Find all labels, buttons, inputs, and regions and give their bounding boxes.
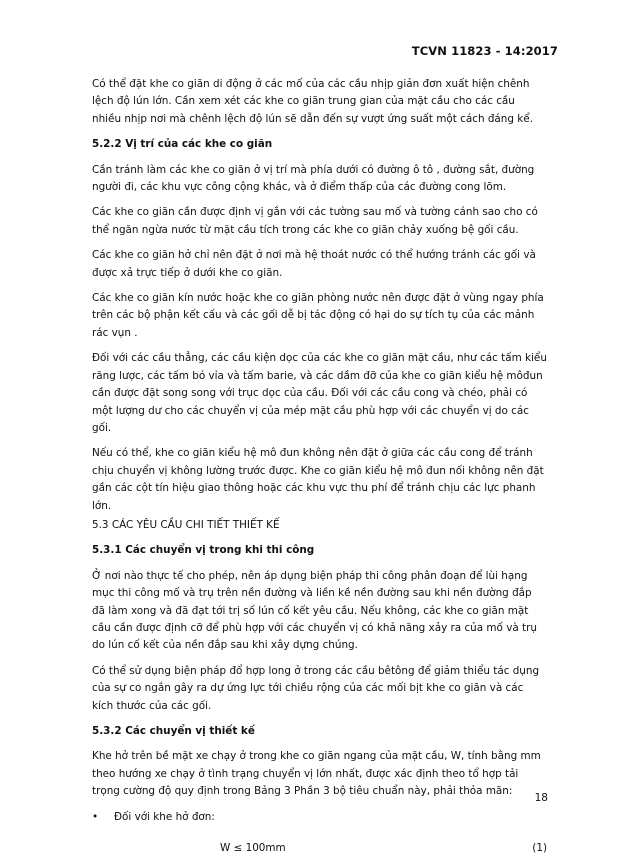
paragraph: Cần tránh làm các khe co giãn ở vị trí mà phía dưới có đường ô tô , đường sắt, đường người đi, các khu vực công cộng khác, và ở điểm thấp của các đường cong lõm. bbox=[92, 163, 535, 194]
section-heading-5-2-2: 5.2.2 Vị trí của các khe co giãn bbox=[92, 138, 273, 151]
formula-expression: W ≤ 100mm bbox=[220, 842, 286, 855]
paragraph: Các khe co giãn cần được định vị gắn với các tường sau mố và tường cánh sao cho có thể ngăn ngừa nước từ mặt cầu tích trong các khe co giãn chảy xuống bệ gối cầu. bbox=[92, 206, 538, 236]
page-header: TCVN 11823 - 14:2017 bbox=[411, 44, 558, 58]
section-heading-5-3: 5.3 CÁC YÊU CẦU CHI TIẾT THIẾT KẾ bbox=[92, 518, 280, 531]
section-heading-5-3-2: 5.3.2 Các chuyển vị thiết kế bbox=[92, 725, 255, 737]
section-heading-5-3-1: 5.3.1 Các chuyển vị trong khi thi công bbox=[92, 544, 315, 557]
page-number: 18 bbox=[534, 792, 548, 804]
paragraph: Đối với các cầu thẳng, các cầu kiện dọc của các khe co giãn mặt cầu, như các tấm kiểu răng lược, các tấm bó vỉa và tấm barie, và các dầm đỡ của khe co giãn kiểu hệ môđun cần được đặt song song với trục dọc của cầu. Đối với các cầu cong và chéo, phải có một lượng dư cho các chuyển vị của mép mặt cầu phù hợp với các chuyển vị do các gối. bbox=[92, 352, 547, 434]
paragraph: Các khe co giãn hở chỉ nên đặt ở nơi mà hệ thoát nước có thể hướng tránh các gối và được xả trực tiếp ở dưới khe co giãn. bbox=[92, 249, 536, 279]
paragraph: Các khe co giãn kín nước hoặc khe co giãn phòng nước nên được đặt ở vùng ngay phía trên các bộ phận kết cấu và các gối dễ bị tác động có hại do sự tích tụ của các mảnh rác vụn . bbox=[92, 292, 544, 339]
document-body bbox=[92, 76, 547, 858]
bullet-text: Đối với khe hở đơn: bbox=[114, 810, 215, 823]
paragraph: Có thể sử dụng biện pháp đổ hợp long ở trong các cầu bêtông để giảm thiểu tác dụng của sự co ngắn gây ra dự ứng lực tới chiều rộng của các mối bịt khe co giãn và các kích thước của các gối. bbox=[92, 664, 540, 712]
bullet-item bbox=[92, 809, 547, 826]
paragraph: Khe hở trên bề mặt xe chạy ở trong khe co giãn ngang của mặt cầu, W, tính bằng mm theo hướng xe chạy ở tình trạng chuyển vị lớn nhất, được xác định theo tổ hợp tải trọng cường độ quy định trong Bảng 3 Phần 3 bộ tiêu chuẩn này, phải thỏa mãn: bbox=[92, 750, 541, 798]
formula-number: (1) bbox=[532, 842, 547, 855]
formula bbox=[92, 840, 547, 858]
paragraph: Có thể đặt khe co giãn di động ở các mố của các cầu nhịp giản đơn xuất hiện chênh lệch độ lún lớn. Cần xem xét các khe co giãn trung gian của mặt cầu cho các cầu nhiều nhịp nơi mà chênh lệch độ lún sẽ dẫn đến sự vượt ứng suất một cách đáng kể. bbox=[92, 78, 533, 125]
paragraph: Ở nơi nào thực tế cho phép, nên áp dụng biện pháp thi công phân đoạn để lùi hạng mục thi công mố và trụ trên nền đường và liền kề nền đường sau khi nền đường đắp đã làm xong và đã đạt tới trị số lún cố kết yêu cầu. Nếu không, các khe co giãn mặt cầu cần được định cỡ để phù hợp với các chuyển vị có khả năng xảy ra của mố và trụ do lún cố kết của nền đắp sau khi xây dựng chúng. bbox=[92, 569, 537, 652]
bullet-icon: • bbox=[92, 810, 99, 823]
paragraph: Nếu có thể, khe co giãn kiểu hệ mô đun không nên đặt ở giữa các cầu cong để tránh chịu chuyển vị không lường trước được. Khe co giãn kiểu hệ mô đun nối không nên đặt gần các cột tín hiệu giao thông hoặc các khu vực thu phí để tránh chịu các lực phanh lớn. bbox=[92, 447, 544, 512]
